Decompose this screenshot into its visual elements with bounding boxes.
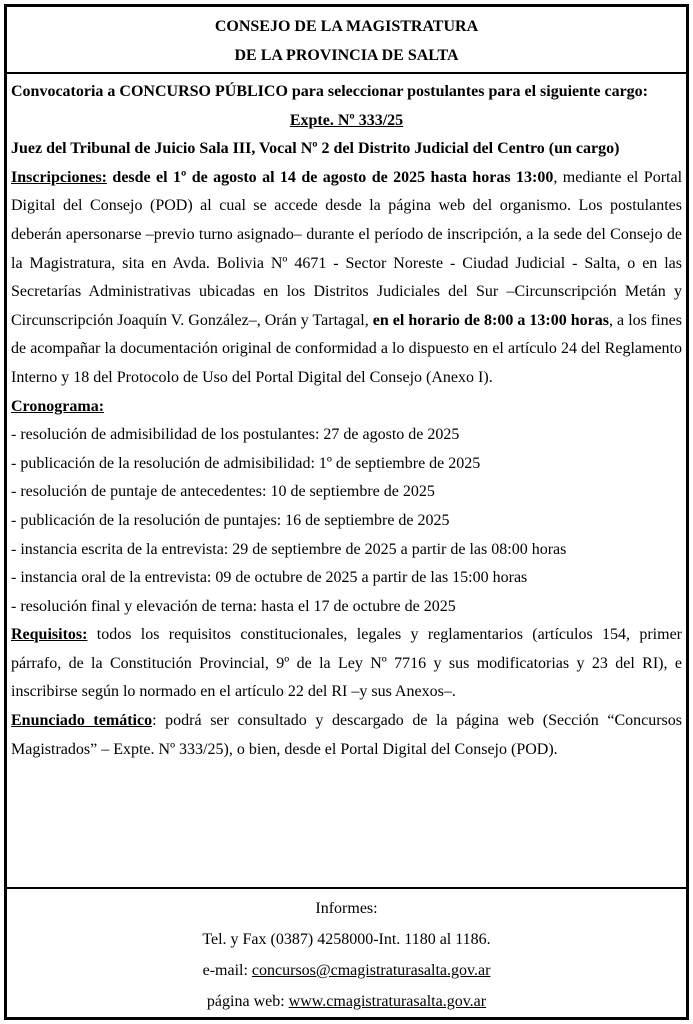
header-line-2: DE LA PROVINCIA DE SALTA [234,47,459,64]
cronograma-label: Cronograma: [11,397,105,415]
cronograma-item: - instancia escrita de la entrevista: 29 de septiembre de 2025 a partir de las 08:00 horas [11,540,567,558]
inscripciones-horario: en el horario de 8:00 a 13:00 horas [372,311,610,329]
enunciado-label: Enunciado temático [11,712,153,730]
requisitos-text: todos los requisitos constitucionales, legales y reglamentarios (artículos 154, primer párrafo, de la Constitución Provincial, 9º de la Ley Nº 7716 y sus modificatorias y 23 del RI), e inscribirse según lo normado en el artículo 22 del RI –y sus Anexos–. [11,626,682,701]
cronograma-item: - instancia oral de la entrevista: 09 de octubre de 2025 a partir de las 15:00 horas [11,569,528,587]
inscripciones-label: Inscripciones: [11,168,107,186]
expte-number: Expte. Nº 333/25 [289,111,404,129]
email-label: e-mail: [202,962,252,979]
cargo-title: Juez del Tribunal de Juicio Sala III, Vocal Nº 2 del Distrito Judicial del Centro (un cargo) [11,140,620,158]
cronograma-item: - resolución final y elevación de terna: hasta el 17 de octubre de 2025 [11,597,456,615]
telephone: Tel. y Fax (0387) 4258000-Int. 1180 al 1186. [202,931,491,948]
inscripciones-text-2: , a los fines de acompañar la documentación original de conformidad a lo dispuesto en el artículo 24 del Reglamento Interno y 18 del Protocolo de Uso del Portal Digital del Consejo (Anexo I). [11,311,683,386]
notice-body [7,74,686,889]
inscripciones-paragraph [11,164,682,393]
web-link[interactable]: www.cmagistraturasalta.gov.ar [288,993,487,1010]
requisitos-label: Requisitos: [11,626,88,644]
informes-title: Informes: [315,900,378,917]
requisitos-paragraph [11,621,682,707]
email-line [7,955,686,986]
enunciado-text: : podrá ser consultado y descargado de la página web (Sección “Concursos Magistrados” – Expte. Nº 333/25), o bien, desde el Portal Digital del Consejo (POD). [11,712,683,758]
enunciado-paragraph [11,707,682,764]
cronograma-item: - resolución de puntaje de antecedentes: 10 de septiembre de 2025 [11,483,435,501]
web-line [7,986,686,1017]
cronograma-item: - resolución de admisibilidad de los postulantes: 27 de agosto de 2025 [11,426,460,444]
notice-frame [4,4,689,1020]
intro-text: Convocatoria a CONCURSO PÚBLICO para seleccionar postulantes para el siguiente cargo: [11,83,648,100]
header [7,7,686,74]
cronograma-item: - publicación de la resolución de admisibilidad: 1º de septiembre de 2025 [11,454,481,472]
inscripciones-dates: desde el 1º de agosto al 14 de agosto de 2025 hasta horas 13:00 [112,168,554,186]
web-label: página web: [206,993,289,1010]
email-link[interactable]: concursos@cmagistraturasalta.gov.ar [251,962,491,979]
inscripciones-text-1: , mediante el Portal Digital del Consejo (POD) al cual se accede desde la página web del organismo. Los postulantes deberán apersonarse –previo turno asignado– durante el período de inscripción, a la sede del Consejo de la Magistratura, sita en Avda. Bolivia Nº 4671 - Sector Noreste - Ciudad Judicial - Salta, o en las Secretarías Administrativas ubicadas en los Distritos Judiciales del Sur –Circunscripción Metán y Circunscripción Joaquín V. González–, Orán y Tartagal, [11,168,683,329]
header-line-1: CONSEJO DE LA MAGISTRATURA [214,18,479,35]
cronograma-item: - publicación de la resolución de puntajes: 16 de septiembre de 2025 [11,511,450,529]
footer [7,889,686,1017]
